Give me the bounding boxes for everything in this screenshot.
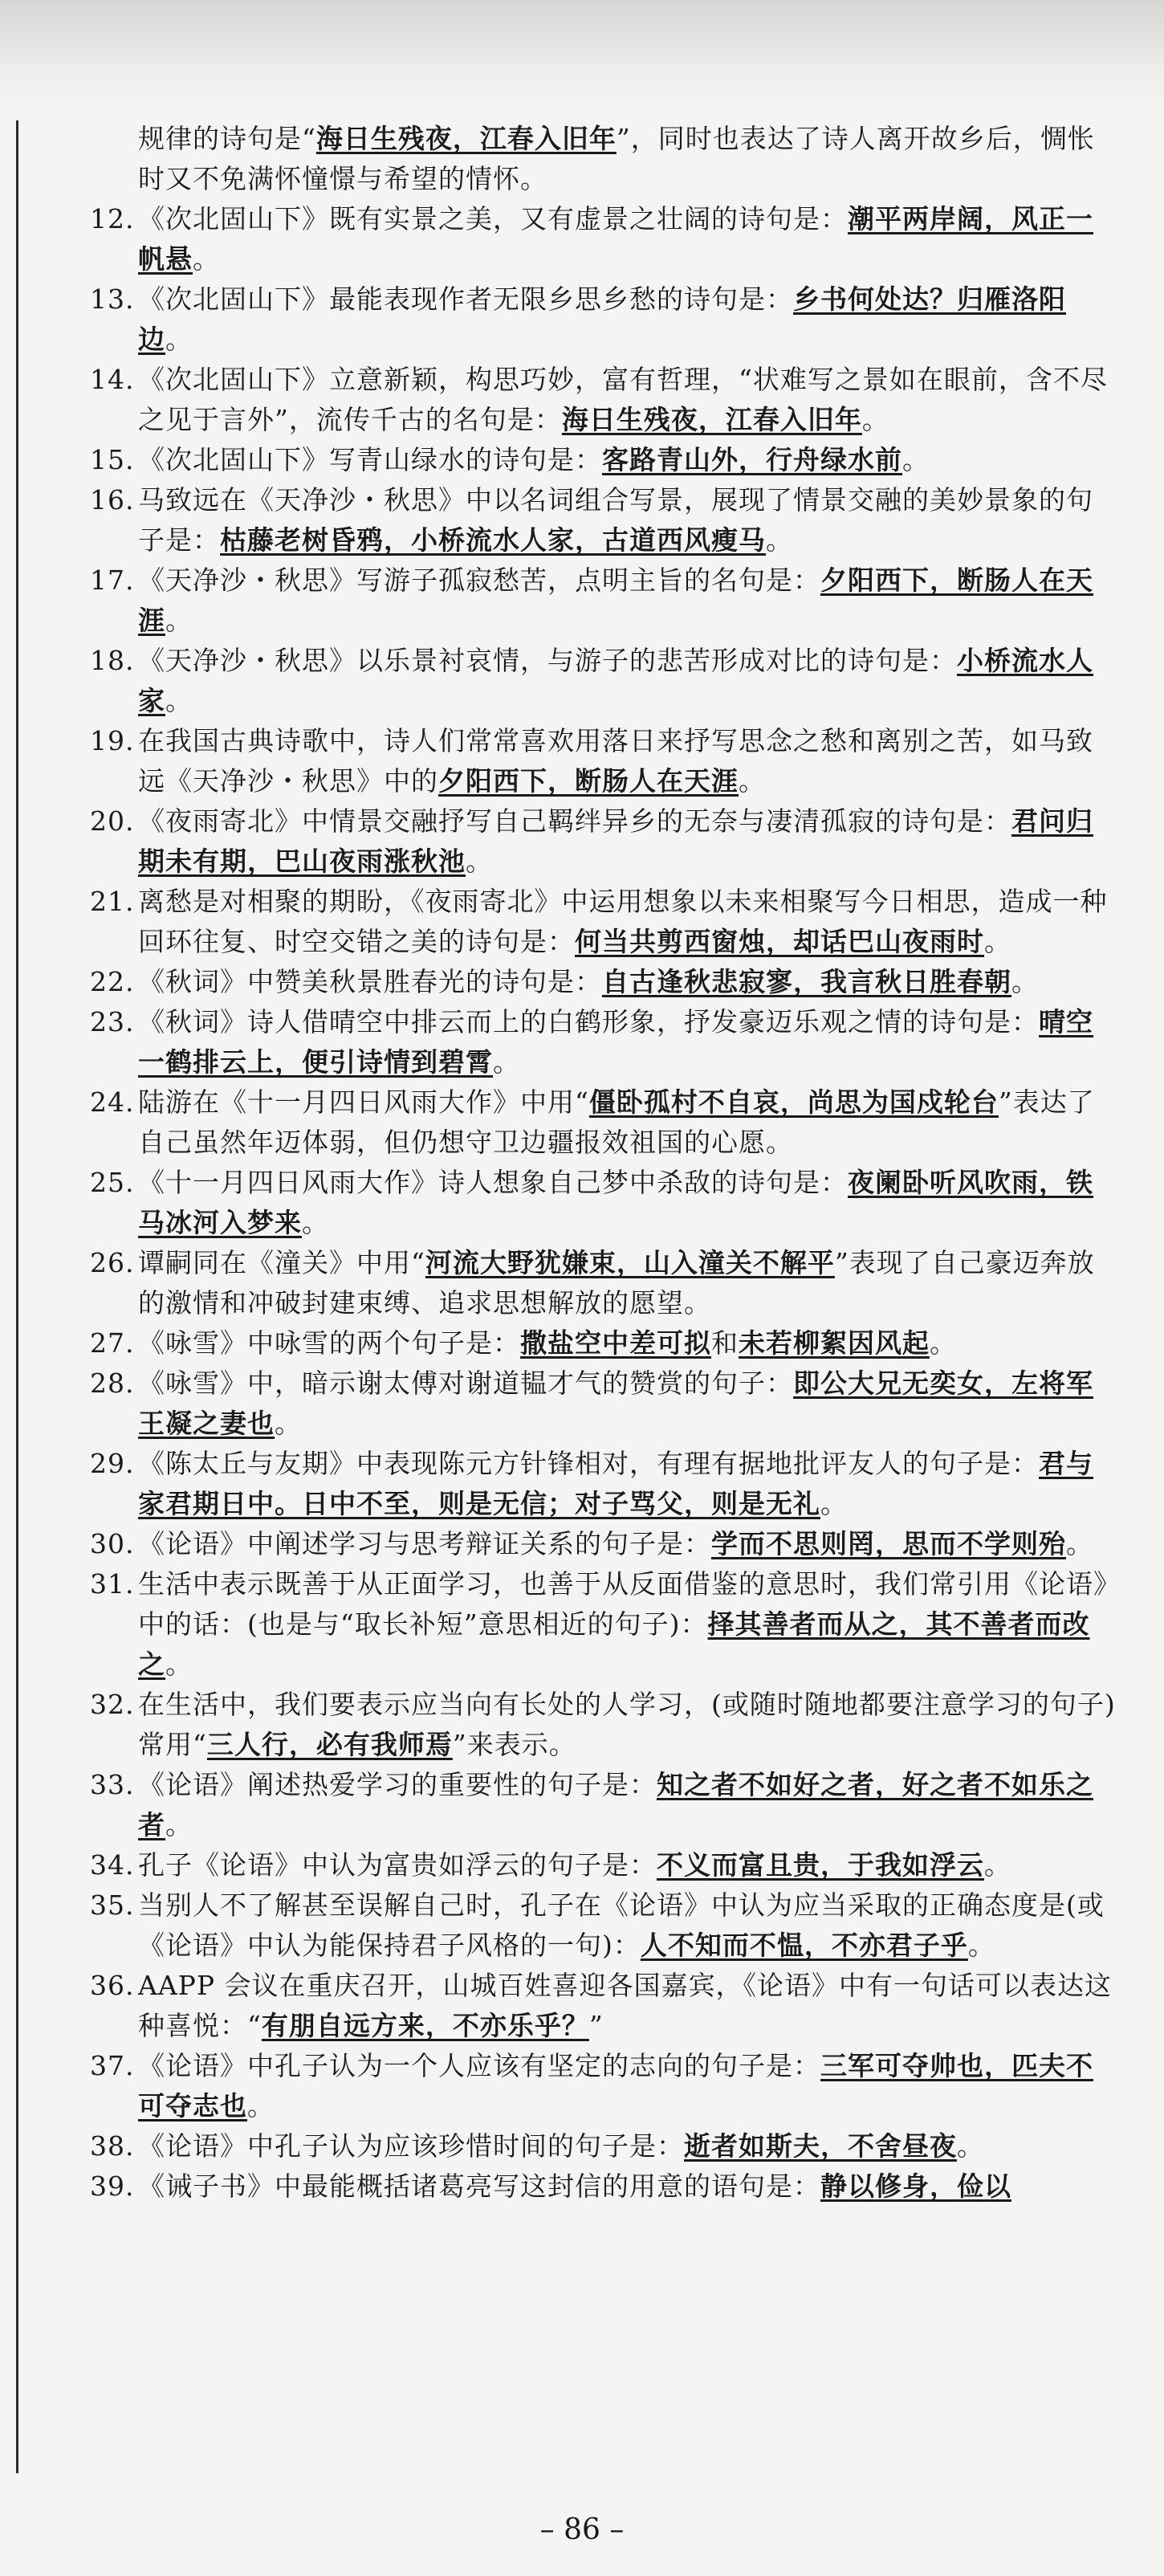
list-item bbox=[90, 1363, 1117, 1444]
question-text: 。 bbox=[1011, 966, 1039, 997]
item-number: 37. bbox=[90, 2050, 135, 2081]
question-text: 孔子《论语》中认为富贵如浮云的句子是： bbox=[138, 1849, 657, 1881]
list-item bbox=[90, 199, 1117, 279]
item-number: 12. bbox=[90, 203, 135, 234]
item-number: 17. bbox=[90, 565, 135, 596]
list-item bbox=[90, 360, 1117, 440]
question-text: 。 bbox=[766, 524, 793, 556]
answer-text: 小桥流水人家 bbox=[138, 645, 1093, 716]
list-item bbox=[90, 480, 1117, 560]
item-number: 29. bbox=[90, 1448, 135, 1479]
question-text: 《次北固山下》既有实景之美，又有虚景之壮阔的诗句是： bbox=[138, 203, 848, 234]
item-number: 26. bbox=[90, 1247, 135, 1278]
answer-text: 学而不思则罔，思而不学则殆 bbox=[711, 1528, 1066, 1559]
list-item bbox=[90, 1323, 1117, 1363]
question-text: 和 bbox=[711, 1327, 739, 1359]
answer-text: 逝者如斯夫，不舍昼夜 bbox=[684, 2130, 957, 2162]
question-text: ”表达了自己虽然年迈体弱，但仍想守卫边疆报效祖国的心愿。 bbox=[138, 1086, 1095, 1158]
question-text: 《陈太丘与友期》中表现陈元方针锋相对，有理有据地批评友人的句子是： bbox=[138, 1448, 1039, 1479]
item-number: 22. bbox=[90, 966, 135, 997]
answer-text: 客路青山外，行舟绿水前 bbox=[602, 444, 902, 475]
answer-text: 晴空一鹤排云上，便引诗情到碧霄 bbox=[138, 1006, 1093, 1078]
item-number: 30. bbox=[90, 1528, 135, 1559]
answer-text: 不义而富且贵，于我如浮云 bbox=[657, 1849, 984, 1881]
question-text: 《论语》中孔子认为一个人应该有坚定的志向的句子是： bbox=[138, 2050, 820, 2081]
question-text: AAPP 会议在重庆召开，山城百姓喜迎各国嘉宾，《论语》中有一句话可以表达这种喜悦：“ bbox=[138, 1970, 1113, 2041]
question-text: 在生活中，我们要表示应当向有长处的人学习，(或随时随地都要注意学习的句子)常用“ bbox=[138, 1689, 1116, 1760]
question-text: ”，同时也表达了诗人离开故乡后，惆怅时又不免满怀憧憬与希望的情怀。 bbox=[138, 123, 1095, 194]
list-item bbox=[90, 2046, 1117, 2126]
list-item bbox=[90, 1765, 1117, 1845]
answer-text: 君问归期未有期，巴山夜雨涨秋池 bbox=[138, 805, 1093, 877]
answer-text: 夕阳西下，断肠人在天涯 bbox=[438, 765, 739, 797]
item-number: 27. bbox=[90, 1327, 135, 1359]
question-text: 《秋词》诗人借晴空中排云而上的白鹤形象，抒发豪迈乐观之情的诗句是： bbox=[138, 1006, 1039, 1037]
question-text: 。 bbox=[930, 1327, 957, 1359]
answer-text: 河流大野犹嫌束，山入潼关不解平 bbox=[425, 1247, 835, 1278]
question-text: 在我国古典诗歌中，诗人们常常喜欢用落日来抒写思念之愁和离别之苦，如马致远《天净沙・秋思》中的 bbox=[138, 725, 1093, 797]
answer-text: 潮平两岸阔，风正一帆悬 bbox=[138, 203, 1093, 275]
question-text: 《天净沙・秋思》以乐景衬哀情，与游子的悲苦形成对比的诗句是： bbox=[138, 645, 957, 676]
list-item bbox=[90, 1082, 1117, 1163]
question-text: 《论语》中阐述学习与思考辩证关系的句子是： bbox=[138, 1528, 711, 1559]
list-item bbox=[90, 641, 1117, 721]
question-text: 《咏雪》中，暗示谢太傅对谢道韫才气的赞赏的句子： bbox=[138, 1367, 793, 1399]
question-text: 《夜雨寄北》中情景交融抒写自己羁绊异乡的无奈与凄清孤寂的诗句是： bbox=[138, 805, 1011, 837]
question-text: 。 bbox=[165, 1649, 193, 1680]
item-number: 18. bbox=[90, 645, 135, 676]
item-number: 32. bbox=[90, 1689, 135, 1720]
list-item bbox=[90, 1163, 1117, 1243]
question-text: 《论语》中孔子认为应该珍惜时间的句子是： bbox=[138, 2130, 684, 2162]
item-number: 39. bbox=[90, 2170, 135, 2202]
item-number: 13. bbox=[90, 283, 135, 315]
item-number: 35. bbox=[90, 1889, 135, 1921]
page-number: – 86 – bbox=[539, 2513, 625, 2546]
list-item bbox=[90, 440, 1117, 480]
question-text: 陆游在《十一月四日风雨大作》中用“ bbox=[138, 1086, 589, 1118]
question-text: 。 bbox=[902, 444, 930, 475]
question-text: 规律的诗句是“ bbox=[138, 123, 316, 154]
answer-text: 自古逢秋悲寂寥，我言秋日胜春朝 bbox=[602, 966, 1011, 997]
question-text: 。 bbox=[466, 846, 493, 877]
question-text: 。 bbox=[247, 2090, 275, 2122]
question-text: 。 bbox=[165, 685, 193, 716]
question-text: 。 bbox=[984, 926, 1011, 957]
list-item bbox=[90, 1444, 1117, 1524]
question-text: 。 bbox=[302, 1207, 329, 1238]
question-text: 。 bbox=[493, 1046, 520, 1078]
item-number: 14. bbox=[90, 364, 135, 395]
question-text: 《十一月四日风雨大作》诗人想象自己梦中杀敌的诗句是： bbox=[138, 1167, 848, 1198]
question-text: 。 bbox=[984, 1849, 1011, 1881]
answer-text: 未若柳絮因风起 bbox=[739, 1327, 930, 1359]
question-text: 。 bbox=[165, 1809, 193, 1840]
answer-list bbox=[90, 119, 1117, 2207]
question-text: 《天净沙・秋思》写游子孤寂愁苦，点明主旨的名句是： bbox=[138, 565, 820, 596]
question-text: 《咏雪》中咏雪的两个句子是： bbox=[138, 1327, 520, 1359]
question-text: 。 bbox=[957, 2130, 984, 2162]
list-item bbox=[90, 560, 1117, 641]
item-number: 19. bbox=[90, 725, 135, 756]
item-number: 20. bbox=[90, 805, 135, 837]
answer-text: 撒盐空中差可拟 bbox=[520, 1327, 711, 1359]
item-number: 31. bbox=[90, 1568, 135, 1600]
list-item bbox=[90, 962, 1117, 1002]
answer-text: 乡书何处达？归雁洛阳边 bbox=[138, 283, 1066, 355]
answer-text: 何当共剪西窗烛，却话巴山夜雨时 bbox=[575, 926, 984, 957]
list-item bbox=[90, 1685, 1117, 1765]
answer-text: 即公大兄无奕女，左将军王凝之妻也 bbox=[138, 1367, 1093, 1439]
answer-text: 僵卧孤村不自哀，尚思为国戍轮台 bbox=[588, 1086, 999, 1118]
list-item bbox=[90, 721, 1117, 801]
question-text: 。 bbox=[275, 1408, 302, 1439]
question-text: 生活中表示既善于从正面学习，也善于从反面借鉴的意思时，我们常引用《论语》中的话：(也是与“取长补短”意思相近的句子)： bbox=[138, 1568, 1108, 1640]
list-item bbox=[90, 1885, 1117, 1966]
answer-text: 君与家君期日中。日中不至，则是无信；对子骂父，则是无礼 bbox=[138, 1448, 1093, 1519]
list-item bbox=[90, 1524, 1117, 1564]
item-number: 33. bbox=[90, 1769, 135, 1800]
item-number: 24. bbox=[90, 1086, 135, 1118]
margin-line bbox=[16, 120, 18, 2473]
answer-text: 静以修身，俭以 bbox=[820, 2170, 1011, 2202]
question-text: 。 bbox=[193, 243, 220, 275]
item-number: 16. bbox=[90, 484, 135, 516]
item-number: 34. bbox=[90, 1849, 135, 1881]
list-item bbox=[90, 882, 1117, 962]
scan-shadow bbox=[0, 0, 1164, 120]
question-text: 马致远在《天净沙・秋思》中以名词组合写景，展现了情景交融的美妙景象的句子是： bbox=[138, 484, 1093, 556]
list-item bbox=[90, 1243, 1117, 1323]
question-text: 谭嗣同在《潼关》中用“ bbox=[138, 1247, 425, 1278]
item-number: 28. bbox=[90, 1367, 135, 1399]
question-text: 。 bbox=[820, 1488, 848, 1519]
question-text: ”来表示。 bbox=[452, 1729, 576, 1760]
answer-text: 择其善者而从之，其不善者而改之 bbox=[138, 1608, 1090, 1680]
question-text: 。 bbox=[739, 765, 766, 797]
question-text: 。 bbox=[1066, 1528, 1093, 1559]
question-text: 。 bbox=[165, 324, 193, 355]
question-text: 《诫子书》中最能概括诸葛亮写这封信的用意的语句是： bbox=[138, 2170, 820, 2202]
answer-text: 夕阳西下，断肠人在天涯 bbox=[138, 565, 1093, 636]
answer-text: 海日生残夜，江春入旧年 bbox=[315, 123, 617, 154]
item-number: 15. bbox=[90, 444, 135, 475]
question-text: 《次北固山下》写青山绿水的诗句是： bbox=[138, 444, 602, 475]
item-number: 38. bbox=[90, 2130, 135, 2162]
answer-text: 有朋自远方来，不亦乐乎？ bbox=[261, 2010, 589, 2041]
list-item bbox=[90, 1966, 1117, 2046]
question-text: ”表现了自己豪迈奔放的激情和冲破封建束缚、追求思想解放的愿望。 bbox=[138, 1247, 1095, 1319]
item-number: 21. bbox=[90, 886, 135, 917]
list-item bbox=[90, 1845, 1117, 1885]
list-item bbox=[90, 2166, 1117, 2207]
question-text: 《论语》阐述热爱学习的重要性的句子是： bbox=[138, 1769, 657, 1800]
list-item-continuation bbox=[90, 119, 1117, 199]
item-number: 36. bbox=[90, 1970, 135, 2001]
item-number: 25. bbox=[90, 1167, 135, 1198]
question-text: ” bbox=[588, 2010, 604, 2041]
question-text: 。 bbox=[861, 404, 889, 435]
question-text: 《秋词》中赞美秋景胜春光的诗句是： bbox=[138, 966, 602, 997]
list-item bbox=[90, 1564, 1117, 1685]
question-text: 《次北固山下》立意新颖，构思巧妙，富有哲理，“状难写之景如在眼前，含不尽之见于言外”，流传千古的名句是： bbox=[138, 364, 1108, 435]
list-item bbox=[90, 801, 1117, 882]
answer-text: 三人行，必有我师焉 bbox=[206, 1729, 453, 1760]
list-item bbox=[90, 1002, 1117, 1082]
question-text: 离愁是对相聚的期盼，《夜雨寄北》中运用想象以未来相聚写今日相思，造成一种回环往复、时空交错之美的诗句是： bbox=[138, 886, 1108, 957]
answer-text: 人不知而不愠，不亦君子乎 bbox=[640, 1930, 968, 1961]
answer-text: 夜阑卧听风吹雨，铁马冰河入梦来 bbox=[138, 1167, 1093, 1238]
item-number: 23. bbox=[90, 1006, 135, 1037]
list-item bbox=[90, 2126, 1117, 2166]
question-text: 《次北固山下》最能表现作者无限乡思乡愁的诗句是： bbox=[138, 283, 793, 315]
answer-text: 知之者不如好之者，好之者不如乐之者 bbox=[138, 1769, 1093, 1840]
question-text: 。 bbox=[967, 1930, 995, 1961]
question-text: 当别人不了解甚至误解自己时，孔子在《论语》中认为应当采取的正确态度是(或《论语》中认为能保持君子风格的一句)： bbox=[138, 1889, 1105, 1961]
answer-text: 海日生残夜，江春入旧年 bbox=[561, 404, 862, 435]
answer-text: 枯藤老树昏鸦，小桥流水人家，古道西风瘦马 bbox=[220, 524, 766, 556]
question-text: 。 bbox=[165, 605, 193, 636]
answer-text: 三军可夺帅也，匹夫不可夺志也 bbox=[138, 2050, 1093, 2122]
list-item bbox=[90, 279, 1117, 360]
